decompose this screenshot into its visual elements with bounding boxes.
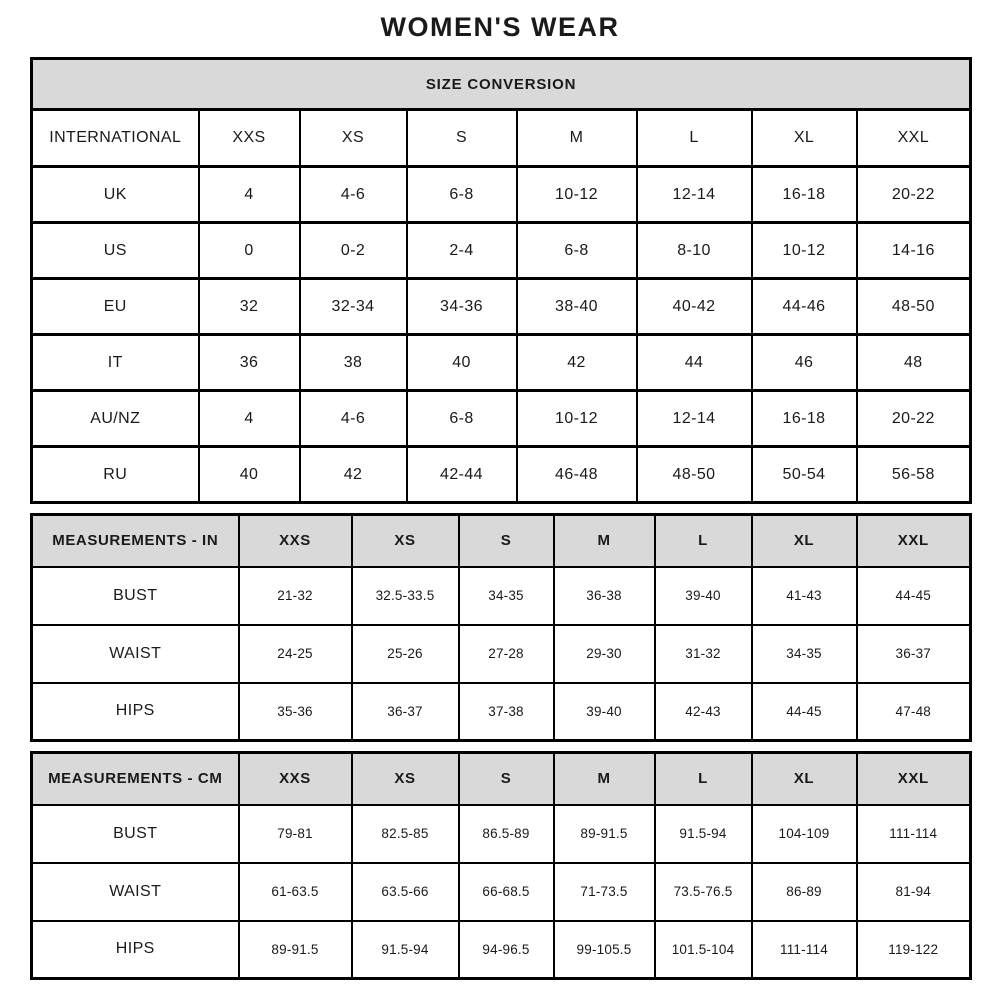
table-row-aunz bbox=[32, 391, 971, 447]
measurement-cell: 47-48 bbox=[857, 683, 971, 741]
measurements-cm-table bbox=[30, 751, 972, 980]
table-row-bust-cm bbox=[32, 805, 971, 863]
size-cell: 38-40 bbox=[517, 279, 637, 335]
column-header-m: M bbox=[554, 515, 655, 567]
measurement-cell: 39-40 bbox=[554, 683, 655, 741]
measurement-cell: 32.5-33.5 bbox=[352, 567, 459, 625]
size-cell: 2-4 bbox=[407, 223, 517, 279]
size-cell: 44 bbox=[637, 335, 752, 391]
table-title-measurements-in: MEASUREMENTS - IN bbox=[32, 515, 239, 567]
column-header-s: S bbox=[407, 110, 517, 167]
row-label: EU bbox=[32, 279, 199, 335]
measurement-cell: 81-94 bbox=[857, 863, 971, 921]
measurement-cell: 86-89 bbox=[752, 863, 857, 921]
size-cell: 4-6 bbox=[300, 391, 407, 447]
measurement-cell: 44-45 bbox=[857, 567, 971, 625]
size-cell: 6-8 bbox=[407, 391, 517, 447]
measurement-cell: 25-26 bbox=[352, 625, 459, 683]
size-conversion-table bbox=[30, 57, 972, 504]
size-cell: 4 bbox=[199, 391, 300, 447]
measurement-cell: 61-63.5 bbox=[239, 863, 352, 921]
column-header-xxl: XXL bbox=[857, 110, 971, 167]
measurement-cell: 101.5-104 bbox=[655, 921, 752, 979]
table-row-eu bbox=[32, 279, 971, 335]
measurement-cell: 86.5-89 bbox=[459, 805, 554, 863]
size-cell: 8-10 bbox=[637, 223, 752, 279]
size-cell: 10-12 bbox=[517, 167, 637, 223]
size-cell: 20-22 bbox=[857, 167, 971, 223]
size-cell: 46 bbox=[752, 335, 857, 391]
size-cell: 34-36 bbox=[407, 279, 517, 335]
column-header-xxs: XXS bbox=[239, 753, 352, 805]
row-label: HIPS bbox=[32, 921, 239, 979]
size-cell: 20-22 bbox=[857, 391, 971, 447]
column-header-l: L bbox=[655, 753, 752, 805]
size-conversion-header-row bbox=[32, 110, 971, 167]
size-cell: 10-12 bbox=[517, 391, 637, 447]
column-header-xl: XL bbox=[752, 753, 857, 805]
size-cell: 10-12 bbox=[752, 223, 857, 279]
column-header-s: S bbox=[459, 753, 554, 805]
row-label: IT bbox=[32, 335, 199, 391]
size-cell: 48-50 bbox=[637, 447, 752, 503]
size-cell: 40 bbox=[199, 447, 300, 503]
size-cell: 4-6 bbox=[300, 167, 407, 223]
table-title-measurements-cm: MEASUREMENTS - CM bbox=[32, 753, 239, 805]
measurement-cell: 111-114 bbox=[857, 805, 971, 863]
column-header-xl: XL bbox=[752, 515, 857, 567]
size-cell: 44-46 bbox=[752, 279, 857, 335]
measurement-cell: 34-35 bbox=[459, 567, 554, 625]
measurement-cell: 99-105.5 bbox=[554, 921, 655, 979]
measurement-cell: 79-81 bbox=[239, 805, 352, 863]
column-header-xxl: XXL bbox=[857, 753, 971, 805]
table-row-bust-in bbox=[32, 567, 971, 625]
measurement-cell: 91.5-94 bbox=[655, 805, 752, 863]
column-header-l: L bbox=[655, 515, 752, 567]
size-cell: 12-14 bbox=[637, 167, 752, 223]
row-label: US bbox=[32, 223, 199, 279]
row-label: WAIST bbox=[32, 863, 239, 921]
size-cell: 48 bbox=[857, 335, 971, 391]
column-header-xs: XS bbox=[300, 110, 407, 167]
measurement-cell: 29-30 bbox=[554, 625, 655, 683]
size-cell: 6-8 bbox=[517, 223, 637, 279]
measurement-cell: 41-43 bbox=[752, 567, 857, 625]
size-cell: 0 bbox=[199, 223, 300, 279]
size-conversion-banner: SIZE CONVERSION bbox=[32, 59, 971, 110]
table-row-it bbox=[32, 335, 971, 391]
measurement-cell: 82.5-85 bbox=[352, 805, 459, 863]
measurements-cm-header-row bbox=[32, 753, 971, 805]
table-row-uk bbox=[32, 167, 971, 223]
column-header-international: INTERNATIONAL bbox=[32, 110, 199, 167]
size-cell: 16-18 bbox=[752, 167, 857, 223]
size-cell: 40-42 bbox=[637, 279, 752, 335]
column-header-xxs: XXS bbox=[199, 110, 300, 167]
table-row-hips-in bbox=[32, 683, 971, 741]
size-cell: 4 bbox=[199, 167, 300, 223]
measurement-cell: 31-32 bbox=[655, 625, 752, 683]
measurement-cell: 37-38 bbox=[459, 683, 554, 741]
measurement-cell: 35-36 bbox=[239, 683, 352, 741]
table-row-waist-cm bbox=[32, 863, 971, 921]
page-title: WOMEN'S WEAR bbox=[380, 12, 620, 42]
row-label: UK bbox=[32, 167, 199, 223]
measurement-cell: 89-91.5 bbox=[239, 921, 352, 979]
measurement-cell: 27-28 bbox=[459, 625, 554, 683]
table-row-waist-in bbox=[32, 625, 971, 683]
measurement-cell: 104-109 bbox=[752, 805, 857, 863]
measurement-cell: 34-35 bbox=[752, 625, 857, 683]
size-cell: 42-44 bbox=[407, 447, 517, 503]
column-header-xs: XS bbox=[352, 753, 459, 805]
column-header-xs: XS bbox=[352, 515, 459, 567]
measurement-cell: 111-114 bbox=[752, 921, 857, 979]
measurement-cell: 89-91.5 bbox=[554, 805, 655, 863]
measurement-cell: 36-37 bbox=[857, 625, 971, 683]
measurement-cell: 36-37 bbox=[352, 683, 459, 741]
column-header-xxl: XXL bbox=[857, 515, 971, 567]
column-header-xxs: XXS bbox=[239, 515, 352, 567]
row-label: BUST bbox=[32, 805, 239, 863]
row-label: RU bbox=[32, 447, 199, 503]
size-cell: 14-16 bbox=[857, 223, 971, 279]
table-row-ru bbox=[32, 447, 971, 503]
size-cell: 42 bbox=[300, 447, 407, 503]
measurement-cell: 71-73.5 bbox=[554, 863, 655, 921]
row-label: WAIST bbox=[32, 625, 239, 683]
size-cell: 42 bbox=[517, 335, 637, 391]
row-label: AU/NZ bbox=[32, 391, 199, 447]
row-label: BUST bbox=[32, 567, 239, 625]
measurement-cell: 63.5-66 bbox=[352, 863, 459, 921]
table-row-us bbox=[32, 223, 971, 279]
column-header-s: S bbox=[459, 515, 554, 567]
measurement-cell: 66-68.5 bbox=[459, 863, 554, 921]
column-header-m: M bbox=[554, 753, 655, 805]
size-cell: 6-8 bbox=[407, 167, 517, 223]
column-header-m: M bbox=[517, 110, 637, 167]
measurements-in-header-row bbox=[32, 515, 971, 567]
measurement-cell: 24-25 bbox=[239, 625, 352, 683]
column-header-xl: XL bbox=[752, 110, 857, 167]
size-cell: 12-14 bbox=[637, 391, 752, 447]
size-cell: 32-34 bbox=[300, 279, 407, 335]
size-cell: 46-48 bbox=[517, 447, 637, 503]
measurement-cell: 73.5-76.5 bbox=[655, 863, 752, 921]
size-cell: 16-18 bbox=[752, 391, 857, 447]
size-cell: 40 bbox=[407, 335, 517, 391]
size-cell: 36 bbox=[199, 335, 300, 391]
size-cell: 48-50 bbox=[857, 279, 971, 335]
measurement-cell: 21-32 bbox=[239, 567, 352, 625]
size-cell: 50-54 bbox=[752, 447, 857, 503]
size-cell: 0-2 bbox=[300, 223, 407, 279]
column-header-l: L bbox=[637, 110, 752, 167]
measurement-cell: 91.5-94 bbox=[352, 921, 459, 979]
measurement-cell: 36-38 bbox=[554, 567, 655, 625]
row-label: HIPS bbox=[32, 683, 239, 741]
measurement-cell: 94-96.5 bbox=[459, 921, 554, 979]
measurement-cell: 42-43 bbox=[655, 683, 752, 741]
measurement-cell: 119-122 bbox=[857, 921, 971, 979]
measurement-cell: 39-40 bbox=[655, 567, 752, 625]
size-cell: 38 bbox=[300, 335, 407, 391]
measurements-in-table bbox=[30, 513, 972, 742]
measurement-cell: 44-45 bbox=[752, 683, 857, 741]
size-cell: 56-58 bbox=[857, 447, 971, 503]
table-row-hips-cm bbox=[32, 921, 971, 979]
size-conversion-banner-row bbox=[32, 59, 971, 110]
size-cell: 32 bbox=[199, 279, 300, 335]
